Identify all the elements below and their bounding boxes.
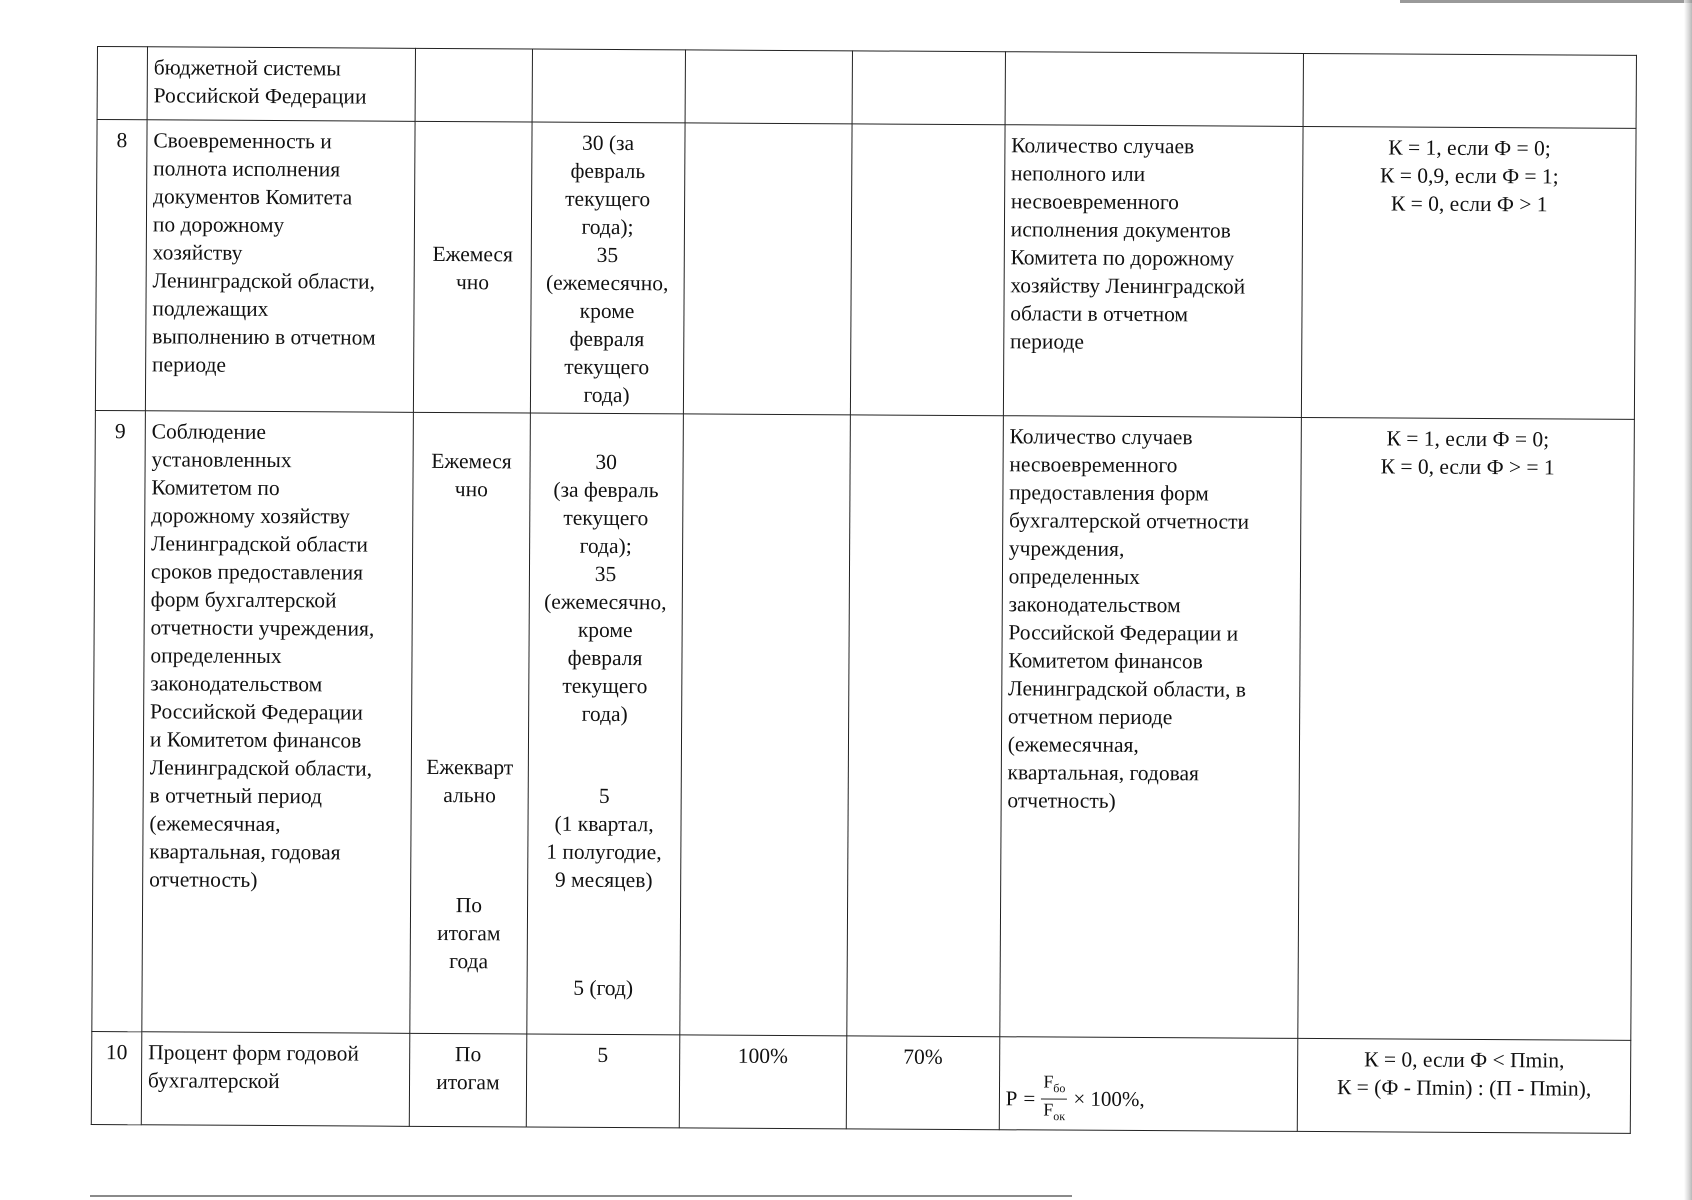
coefficient-formula: К = 1, если Ф = 0; К = 0, если Ф > = 1	[1298, 417, 1634, 1040]
deadline	[526, 413, 682, 1035]
indicator-description: Количество случаев неполного или несвоевременного исполнения документов Комитета по дорожному хозяйству Ленинградской области в отчетном периоде	[1003, 125, 1303, 418]
numerator-base: F	[1043, 1071, 1054, 1092]
deadline-monthly: 30 (за февраль текущего года); 35 (ежемесячно, кроме февраля текущего года)	[544, 449, 667, 727]
deadline: 30 (за февраль текущего года); 35 (ежемесячно, кроме февраля текущего года)	[530, 122, 685, 414]
periodicity	[410, 412, 530, 1034]
coefficient-formula: К = 0, если Ф < Пmin, К = (Ф - Пmin) : (П - Пmin),	[1297, 1038, 1630, 1133]
deadline-yearly: 5 (год)	[573, 975, 634, 1001]
formula-fraction	[1041, 1071, 1067, 1125]
min-value: 70%	[846, 1036, 999, 1130]
deadline: 5	[526, 1034, 679, 1128]
indicator-name: Процент форм годовой бухгалтерской	[141, 1032, 410, 1127]
periodicity-yearly: По итогам года	[437, 893, 501, 974]
formula-tail: × 100%,	[1073, 1086, 1145, 1112]
formula-equals: =	[1023, 1086, 1036, 1111]
periodicity-monthly: Ежемеся чно	[431, 448, 512, 502]
periodicity-quarterly: Ежекварт ально	[426, 754, 514, 808]
periodicity: По итогам	[409, 1033, 526, 1127]
indicator-formula	[999, 1037, 1298, 1132]
plan-value	[683, 123, 852, 415]
row-number: 9	[92, 410, 145, 1031]
plan-value: 100%	[679, 1035, 847, 1129]
periodicity: Ежемеся чно	[414, 121, 532, 413]
page-bottom-rule	[90, 1195, 1072, 1197]
deadline	[532, 49, 685, 123]
numerator-subscript: бо	[1053, 1081, 1066, 1096]
denominator-base: F	[1043, 1099, 1054, 1120]
indicator-description: Количество случаев несвоевременного предоставления форм бухгалтерской отчетности учреждения, определенных законодательством Российской Федерации и Комитетом финансов Ленинградской области, в отчетном периоде (ежемесячная, квартальная, годовая отчетность)	[1000, 416, 1302, 1039]
denominator-subscript: ок	[1053, 1108, 1066, 1123]
formula-lhs: Р	[1005, 1086, 1018, 1111]
row-number	[97, 47, 147, 120]
min-value	[847, 415, 1003, 1037]
row-number: 10	[91, 1031, 141, 1124]
plan-value	[685, 50, 853, 124]
indicator-name: Соблюдение установленных Комитетом по дорожному хозяйству Ленинградской области сроков предоставления форм бухгалтерской отчетности учреждения, определенных законодательством Российской Федерации и Комитетом финансов Ленинградской области, в отчетный период (ежемесячная, квартальная, годовая отчетность)	[142, 411, 414, 1034]
table-row	[95, 120, 1636, 420]
min-value	[850, 124, 1005, 416]
fraction-denominator	[1041, 1099, 1067, 1126]
scan-edge-top	[1400, 0, 1692, 3]
coefficient-formula: К = 1, если Ф = 0; К = 0,9, если Ф = 1; К = 0, если Ф > 1	[1302, 126, 1636, 419]
indicator-name: бюджетной системы Российской Федерации	[147, 47, 416, 122]
row-number: 8	[95, 120, 147, 411]
deadline-quarterly: 5 (1 квартал, 1 полугодие, 9 месяцев)	[546, 783, 662, 893]
periodicity	[415, 48, 532, 122]
coefficient-formula	[1303, 53, 1636, 128]
table-row	[91, 1031, 1631, 1133]
min-value	[852, 51, 1005, 125]
percent-formula	[1006, 1071, 1145, 1126]
table-row	[92, 410, 1635, 1040]
fraction-numerator	[1041, 1071, 1067, 1099]
indicators-table	[91, 46, 1637, 1134]
table-row	[97, 47, 1636, 129]
indicator-name: Своевременность и полнота исполнения документов Комитета по дорожному хозяйству Ленинградской области, подлежащих выполнению в отчетном периоде	[145, 120, 415, 413]
plan-value	[679, 414, 850, 1036]
scan-edge-right	[1684, 0, 1692, 1200]
indicator-description	[1005, 52, 1304, 127]
